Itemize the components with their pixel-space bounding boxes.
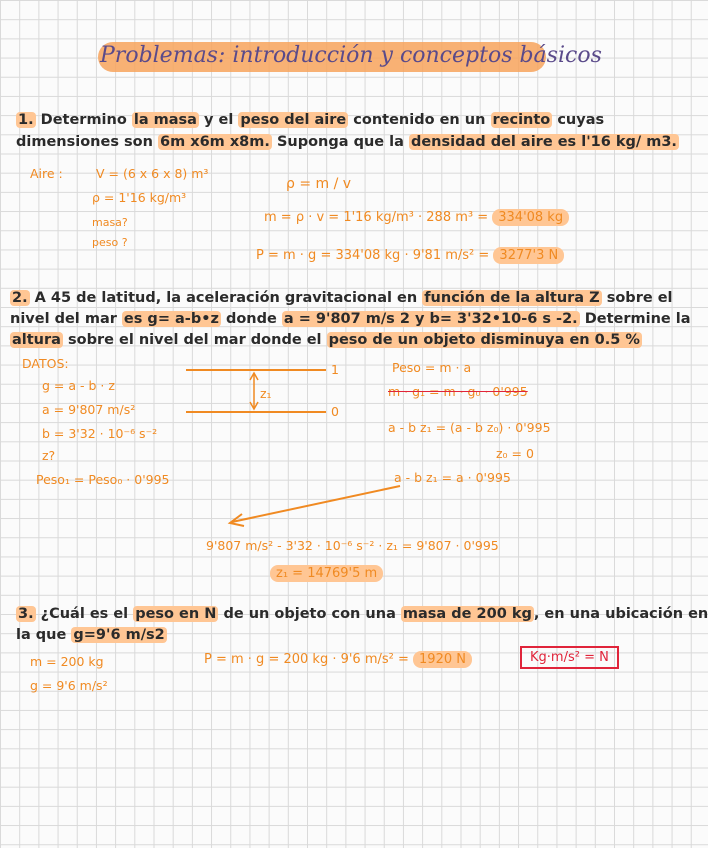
aire-label: Aire : — [30, 166, 63, 181]
text: A 45 de latitud, la aceleración gravitacional en — [29, 290, 423, 306]
problem-2-line-1 — [10, 288, 673, 309]
text: Suponga que la — [271, 134, 409, 150]
text: ¿Cuál es el — [35, 606, 134, 622]
result-mass: 334'08 kg — [492, 209, 569, 226]
a-value: a = 9'807 m/s² — [42, 402, 136, 417]
eq-1: Peso = m · a — [392, 360, 472, 375]
highlight: altura — [12, 332, 61, 348]
level-1-label: 1 — [331, 362, 339, 377]
highlight: es g= a-b•z — [123, 311, 219, 327]
z-question: z? — [42, 448, 56, 463]
text: de un objeto con una — [218, 606, 401, 622]
density-formula: ρ = m / v — [286, 176, 352, 192]
problem-1-line-2 — [16, 132, 679, 153]
calc-text: m = ρ · v = 1'16 kg/m³ · 288 m³ = — [264, 210, 493, 225]
problem-2-line-3 — [10, 330, 642, 351]
substitution-arrow — [220, 480, 410, 530]
highlight: g=9'6 m/s2 — [73, 627, 165, 643]
problem-number: 2. — [12, 290, 28, 306]
mass-calculation — [264, 210, 569, 225]
text: cuyas — [552, 112, 605, 128]
weight-calculation — [256, 248, 564, 263]
highlight: peso de un objeto disminuya en 0.5 % — [328, 332, 640, 348]
calc-text: P = m · g = 200 kg · 9'6 m/s² = — [204, 652, 414, 667]
level-0-label: 0 — [331, 404, 339, 419]
problem-3-line-2 — [16, 625, 167, 646]
mass-value: m = 200 kg — [30, 654, 104, 669]
peso-relation: Peso₁ = Peso₀ · 0'995 — [36, 472, 170, 487]
highlight: 6m x6m x8m. — [159, 134, 270, 150]
highlight: densidad del aire es l'16 kg/ m3. — [410, 134, 677, 150]
unit-box: Kg·m/s² = N — [520, 646, 619, 669]
highlight: la masa — [133, 112, 197, 128]
result-height: z₁ = 14769'5 m — [270, 565, 383, 582]
weight-calculation-3 — [204, 652, 472, 667]
eq-6: 9'807 m/s² - 3'32 · 10⁻⁶ s⁻² · z₁ = 9'807 · 0'995 — [206, 538, 499, 553]
highlight: peso del aire — [240, 112, 347, 128]
eq-5: a - b z₁ = a · 0'995 — [394, 470, 511, 485]
eq-3: a - b z₁ = (a - b z₀) · 0'995 — [388, 420, 551, 435]
result-weight: 3277'3 N — [493, 247, 564, 264]
text: la que — [16, 627, 72, 643]
b-value: b = 3'32 · 10⁻⁶ s⁻² — [42, 426, 158, 441]
eq-4: z₀ = 0 — [496, 446, 534, 461]
masa-question: masa? — [92, 216, 128, 229]
text: donde — [220, 311, 282, 327]
peso-question: peso ? — [92, 236, 128, 249]
result-weight-3: 1920 N — [413, 651, 472, 668]
height-result — [270, 566, 383, 581]
gravity-value: g = 9'6 m/s² — [30, 678, 108, 693]
z1-label: z₁ — [260, 386, 272, 401]
problem-number: 1. — [18, 112, 34, 128]
text: Determine la — [579, 311, 691, 327]
highlight: masa de 200 kg — [402, 606, 532, 622]
problem-number: 3. — [18, 606, 34, 622]
highlight: a = 9'807 m/s 2 y b= 3'32•10-6 s -2. — [283, 311, 578, 327]
eq-2: m · g₁ = m · g₀ · 0'995 — [388, 384, 528, 399]
highlight: peso en N — [135, 606, 217, 622]
text: dimensiones son — [16, 134, 158, 150]
arrow-line — [232, 486, 400, 522]
datos-label: DATOS: — [22, 356, 69, 371]
text: y el — [198, 112, 239, 128]
text: , en una ubicación en — [533, 606, 708, 622]
text: sobre el — [601, 290, 673, 306]
volume-expr: V = (6 x 6 x 8) m³ — [96, 166, 209, 181]
text: contenido en un — [348, 112, 491, 128]
text: nivel del mar — [10, 311, 122, 327]
text: Determino — [35, 112, 132, 128]
text: sobre el nivel del mar donde el — [62, 332, 327, 348]
problem-2-line-2 — [10, 309, 691, 330]
problem-3-line-1 — [16, 604, 708, 625]
page-title: Problemas: introducción y conceptos básicos — [100, 43, 602, 68]
highlight: recinto — [492, 112, 551, 128]
calc-text: P = m · g = 334'08 kg · 9'81 m/s² = — [256, 248, 494, 263]
problem-1-line-1 — [16, 110, 604, 131]
density-expr: ρ = 1'16 kg/m³ — [92, 190, 187, 205]
highlight: función de la altura Z — [424, 290, 600, 306]
g-formula: g = a - b · z — [42, 378, 115, 393]
